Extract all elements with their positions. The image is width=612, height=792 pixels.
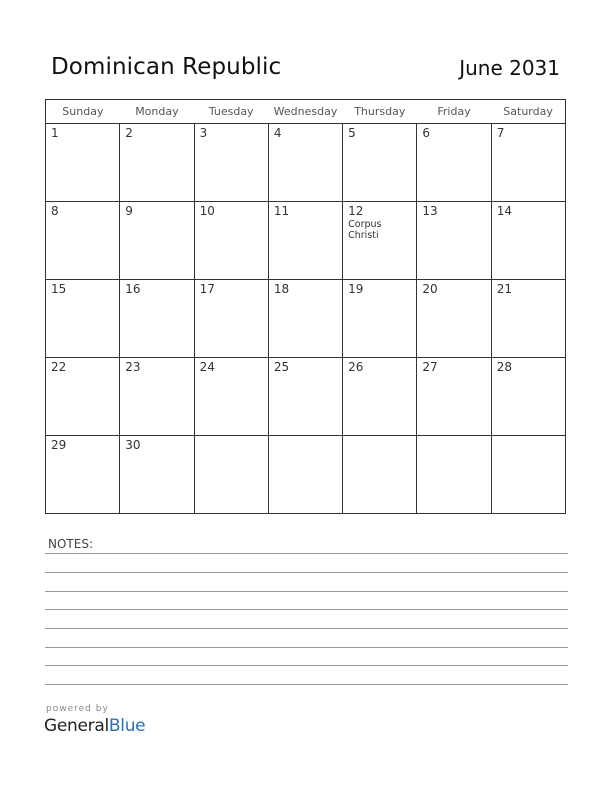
- day-number: 14: [496, 204, 512, 218]
- day-cell: [194, 124, 268, 202]
- weekday-thursday: Thursday: [343, 100, 417, 124]
- day-number: 30: [125, 438, 141, 452]
- day-number: 18: [273, 282, 290, 296]
- day-cell: [417, 202, 491, 280]
- month-year-title: June 2031: [459, 56, 560, 80]
- week-row-4: [46, 358, 566, 436]
- day-number: 24: [199, 360, 215, 374]
- weekday-wednesday: Wednesday: [268, 100, 342, 124]
- week-row-5: [46, 436, 566, 514]
- day-number: 23: [125, 360, 141, 374]
- day-number: 2: [125, 126, 133, 140]
- day-cell: [417, 436, 491, 514]
- day-number: 27: [422, 360, 438, 374]
- weekday-friday: Friday: [417, 100, 491, 124]
- day-number: 10: [199, 204, 215, 218]
- day-number: 19: [348, 282, 364, 296]
- day-cell: [120, 124, 194, 202]
- day-number: 20: [422, 282, 438, 296]
- day-cell: [343, 202, 417, 280]
- logo-general-text: General: [44, 716, 109, 736]
- day-cell: [120, 202, 194, 280]
- day-cell: [491, 280, 565, 358]
- day-cell: [343, 436, 417, 514]
- day-number: 26: [348, 360, 364, 374]
- note-line: [45, 684, 568, 685]
- holiday-label: Corpus Christi: [348, 219, 382, 241]
- day-number: 4: [273, 126, 282, 140]
- day-cell: [417, 124, 491, 202]
- day-number: 12: [348, 204, 364, 218]
- weekday-tuesday: Tuesday: [194, 100, 268, 124]
- day-number: 25: [273, 360, 290, 374]
- day-cell: [46, 436, 120, 514]
- weekday-sunday: Sunday: [46, 100, 120, 124]
- day-number: 1: [51, 126, 59, 140]
- day-number: 3: [199, 126, 208, 140]
- day-cell: [46, 358, 120, 436]
- day-cell: [491, 124, 565, 202]
- day-cell: [46, 124, 120, 202]
- day-cell: [120, 436, 194, 514]
- day-cell: [194, 280, 268, 358]
- day-number: 9: [125, 204, 133, 218]
- day-cell: [120, 280, 194, 358]
- day-number: 7: [496, 126, 505, 140]
- week-row-2: [46, 202, 566, 280]
- day-cell: [120, 358, 194, 436]
- day-number: 29: [51, 438, 67, 452]
- day-cell: [491, 202, 565, 280]
- day-cell: [268, 436, 342, 514]
- day-cell: [491, 436, 565, 514]
- day-number: 16: [125, 282, 141, 296]
- country-title: Dominican Republic: [51, 54, 282, 80]
- weekday-monday: Monday: [120, 100, 194, 124]
- week-row-3: [46, 280, 566, 358]
- note-line: [45, 628, 568, 629]
- day-cell: [46, 280, 120, 358]
- day-cell: [268, 124, 342, 202]
- weekday-header-row: [46, 100, 566, 124]
- day-number: 17: [199, 282, 215, 296]
- day-number: 13: [422, 204, 438, 218]
- note-line: [45, 553, 568, 554]
- day-cell: [343, 280, 417, 358]
- note-line: [45, 647, 568, 648]
- note-line: [45, 609, 568, 610]
- day-cell: [417, 358, 491, 436]
- day-number: 22: [51, 360, 67, 374]
- powered-by-text: powered by: [46, 704, 109, 714]
- day-number: 28: [496, 360, 512, 374]
- day-cell: [491, 358, 565, 436]
- generalblue-logo: [44, 716, 145, 736]
- note-line: [45, 572, 568, 573]
- note-line: [45, 591, 568, 592]
- week-row-1: [46, 124, 566, 202]
- day-cell: [268, 202, 342, 280]
- day-cell: [343, 358, 417, 436]
- logo-blue-text: Blue: [108, 716, 146, 736]
- day-cell: [343, 124, 417, 202]
- day-number: 6: [422, 126, 431, 140]
- day-number: 8: [51, 204, 59, 218]
- day-number: 11: [273, 204, 290, 218]
- day-cell: [194, 358, 268, 436]
- day-cell: [268, 280, 342, 358]
- weekday-saturday: Saturday: [491, 100, 565, 124]
- day-cell: [417, 280, 491, 358]
- day-cell: [268, 358, 342, 436]
- day-cell: [46, 202, 120, 280]
- notes-label: NOTES:: [48, 537, 93, 551]
- day-cell: [194, 202, 268, 280]
- day-number: 21: [496, 282, 512, 296]
- day-cell: [194, 436, 268, 514]
- calendar-grid: [45, 99, 566, 514]
- day-number: 5: [348, 126, 356, 140]
- day-number: 15: [51, 282, 67, 296]
- note-line: [45, 665, 568, 666]
